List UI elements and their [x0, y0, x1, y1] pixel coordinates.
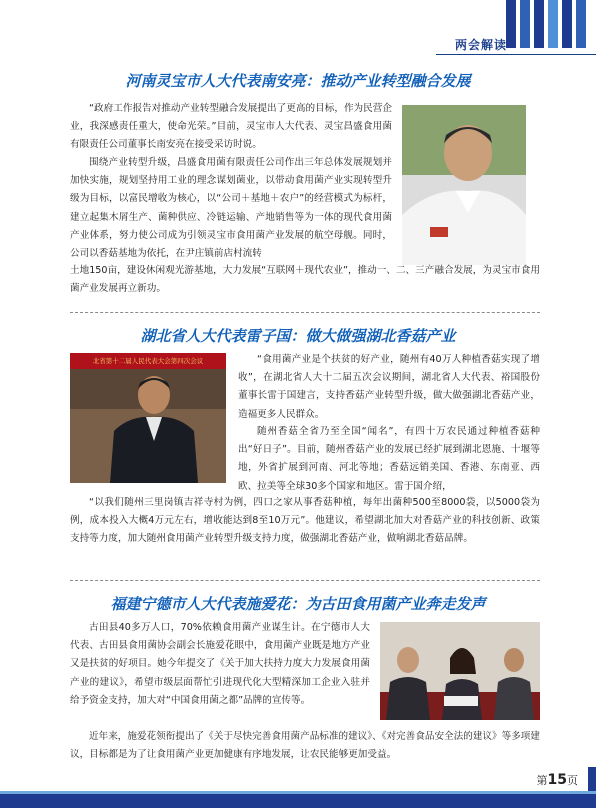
section-divider	[70, 312, 540, 313]
article2-paragraph-3: “以我们随州三里岗镇吉祥寺村为例，四口之家从事香菇种植，每年出菌种500至8000袋，以5000袋为例，成本投入大概4万元左右，增收能达到8至10万元”。他建议，希望湖北加大对香菇产业的科技创新、政策支持等力度，加大随州食用菌产业转型升级支持力度，做强湖北香菇产业，做响湖北香菇品牌。	[70, 497, 540, 545]
article2-paragraph-2: 随州香菇全省乃至全国“闻名”，有四十万农民通过种植香菇种出“好日子”。目前，随州香菇产业的发展已经扩展到湖北恩施、十堰等地，外省扩展到河南、河北等地；香菇远销美国、香港、东南亚、西欧、拉美等全球30多个国家和地区。雷于国介绍，	[238, 426, 540, 492]
article3-photo	[380, 622, 540, 720]
page-suffix: 页	[567, 774, 578, 787]
conference-banner: 北省第十二届人民代表大会第四次会议	[70, 353, 226, 369]
article1-paragraph-2: 围绕产业转型升级，昌盛食用菌有限责任公司作出三年总体发展规划并加快实施，规划坚持用工业的理念谋划菌业，以带动食用菌产业实现转型升级为目标，以富民增收为核心，以“公司＋基地＋农户”的经营模式为标杆，建立起集木屑生产、菌种供应、冷链运输、产地销售等为一体的现代食用菌产业体系，努力使公司成为引领灵宝市食用菌产业发展的航空母舰。同时，公司以香菇基地为依托，在尹庄镇前店村流转	[70, 157, 392, 260]
article3-title: 福建宁德市人大代表施爱花：为古田食用菌产业奔走发声	[110, 595, 486, 613]
footer-bar	[0, 794, 596, 808]
article2-photo	[70, 353, 226, 483]
article3-paragraph-1: 古田县40多万人口，70%依赖食用菌产业谋生计。在宁德市人大代表、古田县食用菌协会副会长施爱花眼中，食用菌产业既是地方产业又是扶贫的好项目。她今年提交了《关于加大扶持力度大力发展食用菌产业的建议》，希望市级层面帮忙引进现代化大型精深加工企业入驻并给予资金支持，加大对“中国食用菌之都”品牌的宣传等。	[70, 622, 370, 706]
article2-paragraph-1: “食用菌产业是个扶贫的好产业，随州有40万人种植香菇实现了增收”，在湖北省人大十二届五次会议期间，湖北省人大代表、裕国股份董事长雷于国建言，支持香菇产业转型升级，做大做强湖北香菇产业，造福更多人民群众。	[238, 354, 540, 420]
header-stripe	[506, 0, 516, 48]
meeting-image	[380, 622, 540, 720]
header-stripe	[534, 0, 544, 48]
portrait-image	[402, 105, 526, 265]
article1-paragraph-3: 土地150亩，建设休闲观光游基地，大力发展“互联网＋现代农业”，推动一、二、三产融合发展，为灵宝市食用菌产业发展再立新功。	[70, 265, 540, 295]
header-stripe	[548, 0, 558, 48]
page-prefix: 第	[536, 774, 548, 787]
header-stripe	[520, 0, 530, 48]
header-stripe	[562, 0, 572, 48]
article2-title: 湖北省人大代表雷子国：做大做强湖北香菇产业	[140, 327, 456, 345]
section-divider	[70, 580, 540, 581]
header-stripes	[506, 0, 596, 50]
article3-paragraph-2: 近年来，施爱花领衔提出了《关于尽快完善食用菌产品标准的建议》、《对完善食品安全法的建议》等多项建议，目标都是为了让食用菌产业更加健康有序地发展，让农民能够更加受益。	[70, 731, 540, 761]
article1-title: 河南灵宝市人大代表南安亮：推动产业转型融合发展	[125, 72, 471, 90]
article1-photo	[402, 105, 526, 265]
article1-paragraph-1: “政府工作报告对推动产业转型融合发展提出了更高的目标，作为民营企业，我深感责任重大，使命光荣。”目前，灵宝市人大代表、灵宝昌盛食用菌有限责任公司董事长南安亮在接受采访时说。	[70, 103, 392, 151]
page-number	[537, 772, 578, 788]
section-title: 两会解读	[455, 38, 508, 52]
page-tab	[588, 767, 596, 791]
page-number-value: 15	[547, 772, 567, 788]
portrait-image	[70, 369, 226, 483]
header-divider	[436, 54, 596, 55]
header-stripe	[576, 0, 586, 48]
